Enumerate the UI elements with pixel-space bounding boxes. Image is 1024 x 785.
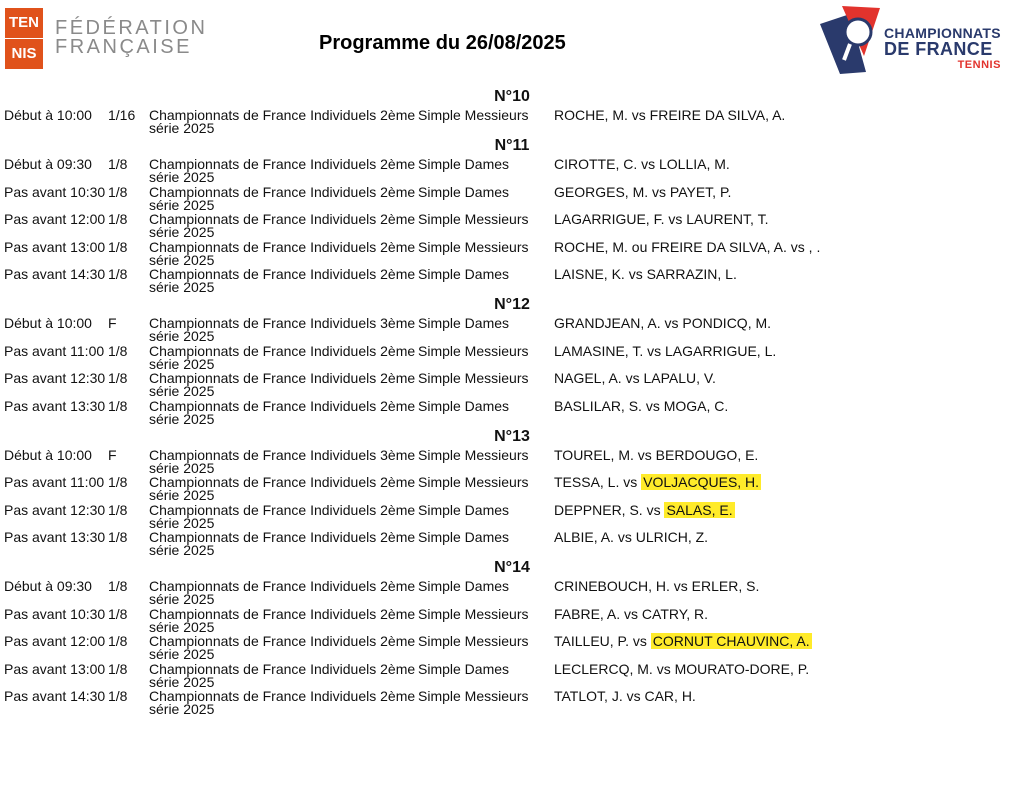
- match-type: Simple Dames: [418, 156, 510, 173]
- match-round: 1/8: [108, 605, 128, 622]
- event-line-1: Championnats de France Individuels 2ème: [149, 183, 416, 200]
- match-time: Pas avant 11:00: [4, 342, 105, 359]
- players-text: TOUREL, M. vs BERDOUGO, E.: [554, 446, 759, 463]
- players-text: GEORGES, M. vs PAYET, P.: [554, 183, 732, 200]
- match-event: [149, 662, 415, 689]
- fft-wordmark: [55, 19, 207, 57]
- match-time: Pas avant 12:30: [4, 370, 106, 387]
- court-heading: [0, 135, 1024, 157]
- event-line-1: Championnats de France Individuels 2ème: [149, 501, 416, 518]
- match-players: [554, 607, 708, 621]
- event-line-1: Championnats de France Individuels 2ème: [149, 474, 416, 491]
- players-text: GRANDJEAN, A. vs PONDICQ, M.: [554, 315, 772, 332]
- match-row: [0, 316, 1024, 343]
- players-text: LECLERCQ, M. vs MOURATO-DORE, P.: [554, 660, 810, 677]
- cdf-line2: DE FRANCE: [884, 39, 993, 59]
- match-row: [0, 240, 1024, 267]
- event-line-2: série 2025: [149, 514, 215, 531]
- match-row: [0, 689, 1024, 716]
- event-line-1: Championnats de France Individuels 2ème: [149, 688, 416, 705]
- event-line-2: série 2025: [149, 224, 215, 241]
- match-players: [554, 371, 716, 385]
- event-line-1: Championnats de France Individuels 2ème: [149, 529, 416, 546]
- match-type: Simple Messieurs: [418, 238, 529, 255]
- match-players: [554, 185, 731, 199]
- match-round: 1/8: [108, 370, 128, 387]
- match-time: Pas avant 13:00: [4, 660, 106, 677]
- match-event: [149, 267, 415, 294]
- page-header: [0, 0, 1024, 80]
- fft-line1: FÉDÉRATION: [55, 17, 208, 39]
- match-row: [0, 267, 1024, 294]
- match-row: [0, 185, 1024, 212]
- match-players: [554, 399, 728, 413]
- match-type: Simple Messieurs: [418, 370, 529, 387]
- match-row: [0, 503, 1024, 530]
- players-text: BASLILAR, S. vs MOGA, C.: [554, 397, 729, 414]
- page-title: Programme du 26/08/2025: [319, 32, 566, 54]
- match-time: Début à 10:00: [4, 107, 92, 123]
- match-round: 1/8: [108, 211, 128, 228]
- event-line-2: série 2025: [149, 328, 215, 345]
- highlighted-player: SALAS, E.: [666, 501, 733, 518]
- fft-logo-bottom: NIS: [11, 45, 37, 62]
- match-row: [0, 448, 1024, 475]
- event-line-2: série 2025: [149, 487, 215, 504]
- match-event: [149, 316, 415, 343]
- match-time: Pas avant 10:30: [4, 605, 106, 622]
- match-round: 1/8: [108, 578, 128, 595]
- event-line-2: série 2025: [149, 646, 215, 663]
- match-row: [0, 579, 1024, 606]
- match-type: Simple Messieurs: [418, 605, 529, 622]
- match-type: Simple Dames: [418, 578, 510, 595]
- match-round: 1/8: [108, 265, 128, 282]
- match-time: Pas avant 13:00: [4, 238, 106, 255]
- match-round: 1/8: [108, 397, 128, 414]
- event-line-2: série 2025: [149, 459, 215, 476]
- event-line-2: série 2025: [149, 120, 215, 136]
- match-time: Début à 09:30: [4, 156, 92, 173]
- highlighted-player: VOLJACQUES, H.: [643, 474, 760, 491]
- event-line-2: série 2025: [149, 673, 215, 690]
- match-time: Pas avant 14:30: [4, 265, 106, 282]
- match-row: [0, 399, 1024, 426]
- match-time: Pas avant 14:30: [4, 688, 106, 705]
- match-event: [149, 448, 415, 475]
- match-event: [149, 212, 415, 239]
- event-line-1: Championnats de France Individuels 2ème: [149, 156, 416, 173]
- match-type: Simple Messieurs: [418, 688, 529, 705]
- match-type: Simple Dames: [418, 265, 510, 282]
- players-text: FABRE, A. vs CATRY, R.: [554, 605, 709, 622]
- match-time: Pas avant 13:30: [4, 397, 106, 414]
- match-event: [149, 607, 415, 634]
- court-heading: [0, 557, 1024, 579]
- match-type: Simple Messieurs: [418, 474, 529, 491]
- match-round: 1/16: [108, 107, 136, 123]
- event-line-1: Championnats de France Individuels 2ème: [149, 633, 416, 650]
- match-time: Pas avant 12:00: [4, 211, 106, 228]
- players-text: ROCHE, M. ou FREIRE DA SILVA, A. vs , .: [554, 238, 821, 255]
- match-time: Début à 10:00: [4, 446, 92, 463]
- match-round: 1/8: [108, 633, 128, 650]
- match-players: [554, 212, 768, 226]
- match-players: [554, 240, 820, 254]
- match-row: [0, 662, 1024, 689]
- event-line-1: Championnats de France Individuels 3ème: [149, 315, 416, 332]
- match-round: 1/8: [108, 238, 128, 255]
- match-round: 1/8: [108, 156, 128, 173]
- match-time: Pas avant 12:30: [4, 501, 106, 518]
- match-event: [149, 157, 415, 184]
- match-players: [554, 689, 696, 703]
- match-players: [554, 662, 809, 676]
- match-players: [554, 634, 812, 648]
- match-type: Simple Dames: [418, 501, 510, 518]
- match-players: [554, 530, 708, 544]
- match-round: F: [108, 446, 117, 463]
- match-players: [554, 579, 759, 593]
- cdf-line1: CHAMPIONNATS: [884, 25, 1001, 41]
- match-event: [149, 240, 415, 267]
- match-round: F: [108, 315, 117, 332]
- players-text: LAGARRIGUE, F. vs LAURENT, T.: [554, 211, 769, 228]
- match-players: [554, 448, 758, 462]
- match-row: [0, 344, 1024, 371]
- match-time: Début à 10:00: [4, 315, 92, 332]
- match-row: [0, 475, 1024, 502]
- match-round: 1/8: [108, 474, 128, 491]
- court-heading: [0, 426, 1024, 448]
- event-line-1: Championnats de France Individuels 2ème: [149, 238, 416, 255]
- match-type: Simple Messieurs: [418, 446, 529, 463]
- match-event: [149, 475, 415, 502]
- match-row: [0, 157, 1024, 184]
- match-event: [149, 185, 415, 212]
- players-text: TAILLEU, P. vs: [554, 633, 651, 650]
- match-type: Simple Messieurs: [418, 211, 529, 228]
- match-players: [554, 475, 761, 489]
- match-event: [149, 634, 415, 661]
- match-players: [554, 108, 785, 122]
- match-round: 1/8: [108, 342, 128, 359]
- match-round: 1/8: [108, 501, 128, 518]
- players-text: LAISNE, K. vs SARRAZIN, L.: [554, 265, 737, 282]
- cdf-wordmark: [884, 25, 1001, 73]
- event-line-2: série 2025: [149, 383, 215, 400]
- match-players: [554, 503, 735, 517]
- court-name: N°14: [494, 559, 530, 577]
- event-line-2: série 2025: [149, 410, 215, 427]
- event-line-2: série 2025: [149, 355, 215, 372]
- match-time: Pas avant 13:30: [4, 529, 106, 546]
- court-name: N°12: [494, 296, 530, 314]
- players-text: ALBIE, A. vs ULRICH, Z.: [554, 529, 709, 546]
- event-line-2: série 2025: [149, 169, 215, 186]
- match-players: [554, 344, 776, 358]
- fft-line2: FRANÇAISE: [55, 36, 192, 58]
- match-type: Simple Messieurs: [418, 107, 529, 123]
- fft-logo-top: TEN: [5, 8, 43, 39]
- match-row: [0, 108, 1024, 135]
- match-event: [149, 108, 415, 135]
- match-time: Pas avant 12:00: [4, 633, 106, 650]
- match-type: Simple Dames: [418, 183, 510, 200]
- event-line-1: Championnats de France Individuels 2ème: [149, 107, 416, 123]
- event-line-1: Championnats de France Individuels 2ème: [149, 578, 416, 595]
- match-type: Simple Dames: [418, 660, 510, 677]
- match-row: [0, 212, 1024, 239]
- fft-logo: [5, 8, 43, 69]
- event-line-1: Championnats de France Individuels 2ème: [149, 605, 416, 622]
- match-event: [149, 503, 415, 530]
- match-event: [149, 689, 415, 716]
- match-players: [554, 157, 730, 171]
- match-type: Simple Messieurs: [418, 342, 529, 359]
- match-time: Début à 09:30: [4, 578, 92, 595]
- event-line-1: Championnats de France Individuels 2ème: [149, 211, 416, 228]
- court-heading: [0, 86, 1024, 108]
- players-text: DEPPNER, S. vs: [554, 501, 665, 518]
- players-text: NAGEL, A. vs LAPALU, V.: [554, 370, 716, 387]
- players-text: CIROTTE, C. vs LOLLIA, M.: [554, 156, 730, 173]
- event-line-2: série 2025: [149, 196, 215, 213]
- players-text: TESSA, L. vs: [554, 474, 642, 491]
- event-line-1: Championnats de France Individuels 3ème: [149, 446, 416, 463]
- event-line-2: série 2025: [149, 591, 215, 608]
- event-line-1: Championnats de France Individuels 2ème: [149, 265, 416, 282]
- match-event: [149, 530, 415, 557]
- event-line-2: série 2025: [149, 542, 215, 559]
- match-round: 1/8: [108, 688, 128, 705]
- players-text: CRINEBOUCH, H. vs ERLER, S.: [554, 578, 760, 595]
- match-row: [0, 371, 1024, 398]
- match-players: [554, 316, 771, 330]
- match-round: 1/8: [108, 660, 128, 677]
- court-name: N°10: [494, 88, 530, 105]
- match-type: Simple Dames: [418, 315, 510, 332]
- event-line-1: Championnats de France Individuels 2ème: [149, 342, 416, 359]
- event-line-1: Championnats de France Individuels 2ème: [149, 660, 416, 677]
- players-text: TATLOT, J. vs CAR, H.: [554, 688, 696, 705]
- match-type: Simple Dames: [418, 529, 510, 546]
- match-event: [149, 344, 415, 371]
- match-type: Simple Messieurs: [418, 633, 529, 650]
- match-time: Pas avant 10:30: [4, 183, 106, 200]
- court-heading: [0, 294, 1024, 316]
- match-row: [0, 530, 1024, 557]
- match-row: [0, 607, 1024, 634]
- event-line-2: série 2025: [149, 251, 215, 268]
- event-line-2: série 2025: [149, 618, 215, 635]
- cdf-line3: TENNIS: [957, 59, 1001, 71]
- match-row: [0, 634, 1024, 661]
- match-event: [149, 371, 415, 398]
- match-round: 1/8: [108, 529, 128, 546]
- players-text: LAMASINE, T. vs LAGARRIGUE, L.: [554, 342, 777, 359]
- event-line-1: Championnats de France Individuels 2ème: [149, 370, 416, 387]
- event-line-2: série 2025: [149, 278, 215, 295]
- match-players: [554, 267, 737, 281]
- match-event: [149, 399, 415, 426]
- match-time: Pas avant 11:00: [4, 474, 105, 491]
- court-name: N°11: [494, 137, 530, 155]
- match-event: [149, 579, 415, 606]
- match-type: Simple Dames: [418, 397, 510, 414]
- court-name: N°13: [494, 427, 530, 445]
- schedule: [0, 86, 1024, 716]
- highlighted-player: CORNUT CHAUVINC, A.: [652, 633, 810, 650]
- event-line-1: Championnats de France Individuels 2ème: [149, 397, 416, 414]
- players-text: ROCHE, M. vs FREIRE DA SILVA, A.: [554, 107, 786, 123]
- event-line-2: série 2025: [149, 701, 215, 718]
- match-round: 1/8: [108, 183, 128, 200]
- cdf-logo-icon: [820, 6, 884, 74]
